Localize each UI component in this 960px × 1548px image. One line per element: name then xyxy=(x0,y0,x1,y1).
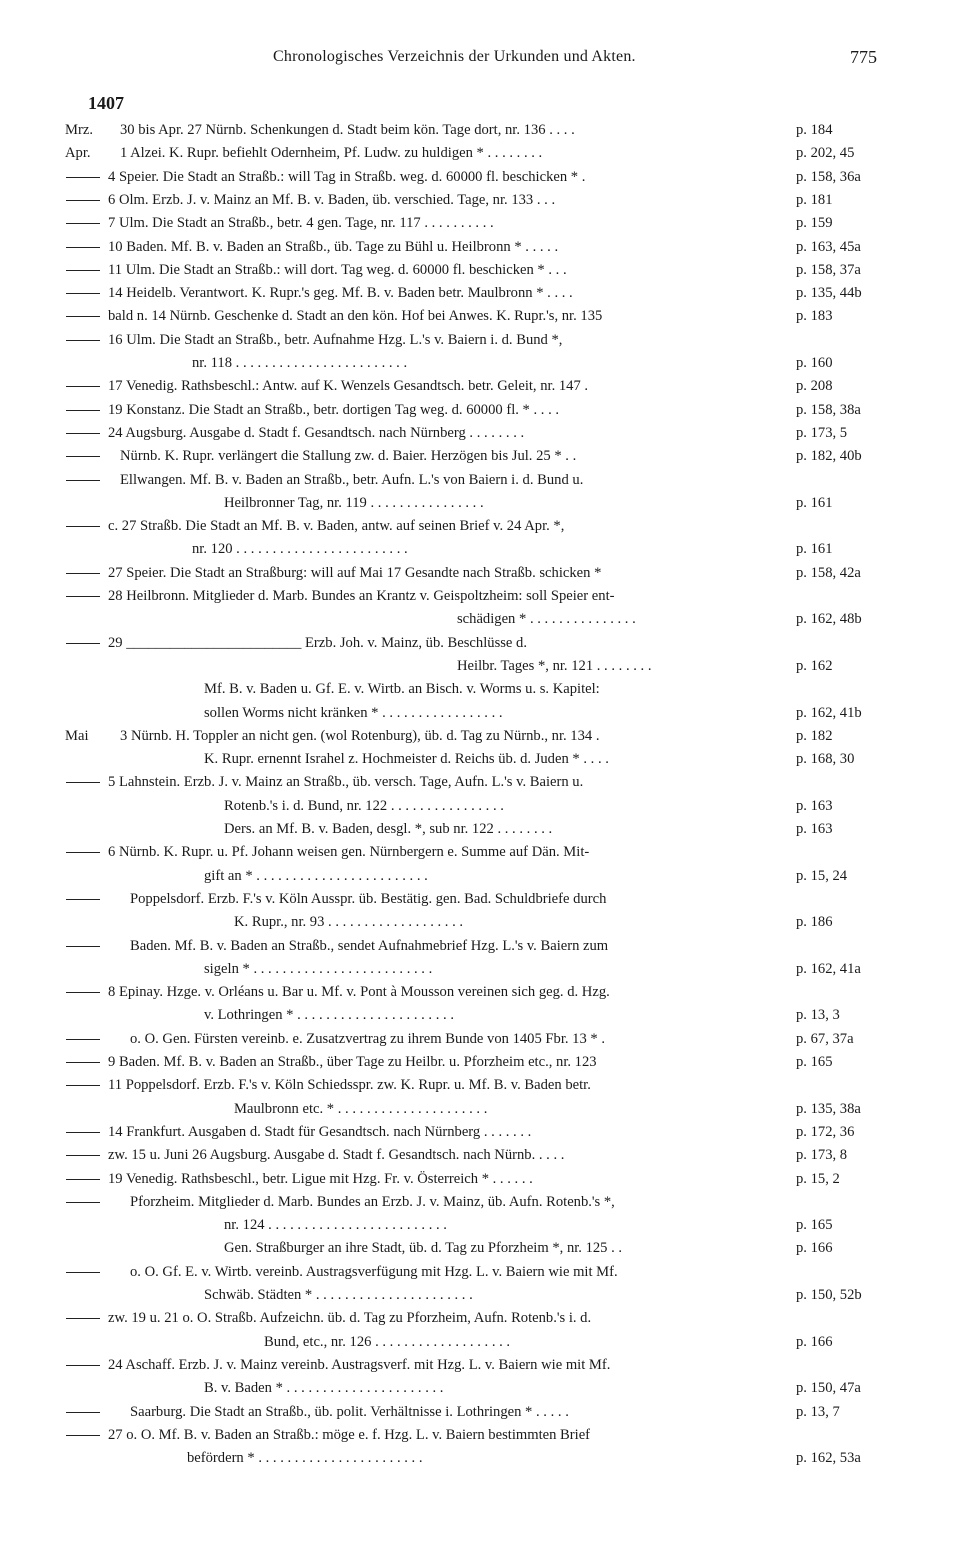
entry-text: gift an * . . . . . . . . . . . . . . . . . . . . . . . . xyxy=(204,867,428,884)
entry-line xyxy=(0,1286,960,1311)
ditto-dash xyxy=(66,386,100,387)
entry-line xyxy=(0,727,960,752)
entry-line xyxy=(0,471,960,496)
entry-text: zw. 19 u. 21 o. O. Straßb. Aufzeichn. üb. d. Tag zu Pforzheim, Aufn. Rotenb.'s i. d. xyxy=(108,1310,592,1327)
entry-text: K. Rupr., nr. 93 . . . . . . . . . . . . . . . . . . . xyxy=(234,914,464,931)
page-reference: p. 150, 47a xyxy=(796,1380,861,1397)
entry-text: 27 o. O. Mf. B. v. Baden an Straßb.: möge e. f. Hzg. L. v. Baiern bestimmten Brief xyxy=(108,1426,591,1443)
entry-text: nr. 118 . . . . . . . . . . . . . . . . . . . . . . . . xyxy=(192,355,408,371)
ditto-dash xyxy=(66,316,100,317)
entry-line xyxy=(0,401,960,426)
entry-line xyxy=(0,1403,960,1428)
entry-text: 14 Frankfurt. Ausgaben d. Stadt für Gesandtsch. nach Nürnberg . . . . . . . xyxy=(108,1123,532,1140)
ditto-dash xyxy=(66,852,100,853)
entry-line xyxy=(0,261,960,286)
ditto-dash xyxy=(66,223,100,224)
entry-line xyxy=(0,284,960,309)
entry-text: Maulbronn etc. * . . . . . . . . . . . . . . . . . . . . . xyxy=(234,1100,488,1117)
entry-line xyxy=(0,1379,960,1404)
page-reference: p. 184 xyxy=(796,122,833,138)
entry-text: Heilbronner Tag, nr. 119 . . . . . . . . . . . . . . . . xyxy=(224,494,484,511)
entry-line xyxy=(0,1006,960,1031)
entry-line xyxy=(0,1146,960,1171)
page-reference: p. 181 xyxy=(796,191,833,208)
entry-line xyxy=(0,657,960,682)
page-reference: p. 158, 38a xyxy=(796,401,861,418)
entry-line xyxy=(0,890,960,915)
page-reference: p. 13, 7 xyxy=(796,1403,840,1420)
entry-line xyxy=(0,1263,960,1288)
ditto-dash xyxy=(66,1365,100,1366)
entry-line xyxy=(0,983,960,1008)
entry-text: 24 Augsburg. Ausgabe d. Stadt f. Gesandtsch. nach Nürnberg . . . . . . . . xyxy=(108,424,525,441)
entry-line xyxy=(0,1076,960,1101)
entry-text: Ders. an Mf. B. v. Baden, desgl. *, sub nr. 122 . . . . . . . . xyxy=(224,821,553,837)
page-reference: p. 159 xyxy=(796,215,833,232)
ditto-dash xyxy=(66,1179,100,1180)
entry-text: Poppelsdorf. Erzb. F.'s v. Köln Ausspr. üb. Bestätig. gen. Bad. Schuldbriefe durch xyxy=(130,890,607,907)
entry-text: 19 Konstanz. Die Stadt an Straßb., betr. dortigen Tag weg. d. 60000 fl. * . . . . xyxy=(108,401,560,418)
page-reference: p. 208 xyxy=(796,378,833,395)
entry-line xyxy=(0,121,960,146)
entry-line xyxy=(0,564,960,589)
ditto-dash xyxy=(66,433,100,434)
entry-text: Mf. B. v. Baden u. Gf. E. v. Wirtb. an Bisch. v. Worms u. s. Kapitel: xyxy=(204,681,600,698)
entry-text: 4 Speier. Die Stadt an Straßb.: will Tag in Straßb. weg. d. 60000 fl. beschicken * . xyxy=(108,168,586,185)
page-reference: p. 15, 2 xyxy=(796,1170,840,1187)
entry-text: schädigen * . . . . . . . . . . . . . . . xyxy=(457,611,636,628)
page-reference: p. 162 xyxy=(796,657,833,674)
entry-line xyxy=(0,494,960,519)
entry-text: 27 Speier. Die Stadt an Straßburg: will auf Mai 17 Gesandte nach Straßb. schicken * xyxy=(108,564,602,581)
entry-line xyxy=(0,867,960,892)
entry-text: Saarburg. Die Stadt an Straßb., üb. polit. Verhältnisse i. Lothringen * . . . . . xyxy=(130,1403,569,1420)
entry-line xyxy=(0,1216,960,1241)
entry-line xyxy=(0,1170,960,1195)
entry-text: 1 Alzei. K. Rupr. befiehlt Odernheim, Pf. Ludw. zu huldigen * . . . . . . . . xyxy=(120,145,543,162)
page-reference: p. 160 xyxy=(796,355,833,371)
entry-text: 17 Venedig. Rathsbeschl.: Antw. auf K. Wenzels Gesandtsch. betr. Geleit, nr. 147 . xyxy=(108,378,589,395)
page-reference: p. 162, 41a xyxy=(796,960,861,977)
entry-text: Baden. Mf. B. v. Baden an Straßb., sendet Aufnahmebrief Hzg. L.'s v. Baiern zum xyxy=(130,937,609,954)
entry-text: 29 ________________________ Erzb. Joh. v. Mainz, üb. Beschlüsse d. xyxy=(108,634,527,651)
page-number: 775 xyxy=(850,47,877,67)
entry-line xyxy=(0,1123,960,1148)
entry-text: K. Rupr. ernennt Israhel z. Hochmeister d. Reichs üb. d. Juden * . . . . xyxy=(204,751,609,768)
entry-line xyxy=(0,750,960,775)
entry-line xyxy=(0,1053,960,1078)
page-reference: p. 150, 52b xyxy=(796,1287,862,1303)
entry-text: bald n. 14 Nürnb. Geschenke d. Stadt an den kön. Hof bei Anwes. K. Rupr.'s, nr. 135 xyxy=(108,308,603,325)
entry-line xyxy=(0,1030,960,1055)
entry-line xyxy=(0,773,960,798)
ditto-dash xyxy=(66,1272,100,1273)
page-reference: p. 67, 37a xyxy=(796,1030,854,1047)
entry-line xyxy=(0,1309,960,1334)
entry-text: 5 Lahnstein. Erzb. J. v. Mainz an Straßb., üb. versch. Tage, Aufn. L.'s v. Baiern u. xyxy=(108,774,584,791)
entry-text: 6 Olm. Erzb. J. v. Mainz an Mf. B. v. Baden, üb. verschied. Tage, nr. 133 . . . xyxy=(108,191,556,208)
page-reference: p. 168, 30 xyxy=(796,751,855,768)
entry-line xyxy=(0,797,960,822)
page-reference: p. 162, 53a xyxy=(796,1450,861,1467)
ditto-dash xyxy=(66,270,100,271)
month-label: Mrz. xyxy=(65,122,93,138)
entry-line xyxy=(0,820,960,845)
entry-line xyxy=(0,1449,960,1474)
entry-text: B. v. Baden * . . . . . . . . . . . . . . . . . . . . . . xyxy=(204,1380,444,1397)
month-label: Apr. xyxy=(65,145,91,162)
page-reference: p. 182 xyxy=(796,727,833,744)
ditto-dash xyxy=(66,573,100,574)
ditto-dash xyxy=(66,1155,100,1156)
entry-text: Schwäb. Städten * . . . . . . . . . . . . . . . . . . . . . . xyxy=(204,1287,473,1303)
page-reference: p. 173, 8 xyxy=(796,1147,848,1164)
entry-text: 16 Ulm. Die Stadt an Straßb., betr. Aufnahme Hzg. L.'s v. Baiern i. d. Bund *, xyxy=(108,331,563,348)
entry-line xyxy=(0,680,960,705)
entry-line xyxy=(0,377,960,402)
page-reference: p. 166 xyxy=(796,1333,833,1350)
ditto-dash xyxy=(66,1039,100,1040)
entry-text: c. 27 Straßb. Die Stadt an Mf. B. v. Baden, antw. auf seinen Brief v. 24 Apr. *, xyxy=(108,518,565,535)
entry-text: Bund, etc., nr. 126 . . . . . . . . . . . . . . . . . . . xyxy=(264,1333,511,1350)
ditto-dash xyxy=(66,177,100,178)
page-reference: p. 166 xyxy=(796,1240,833,1257)
page-reference: p. 163, 45a xyxy=(796,238,861,255)
entry-text: 9 Baden. Mf. B. v. Baden an Straßb., über Tage zu Heilbr. u. Pforzheim etc., nr. 123 xyxy=(108,1054,597,1070)
page-reference: p. 162, 41b xyxy=(796,704,862,721)
entry-text: sollen Worms nicht kränken * . . . . . . . . . . . . . . . . . xyxy=(204,704,503,721)
page-reference: p. 158, 37a xyxy=(796,261,861,278)
ditto-dash xyxy=(66,340,100,341)
page-reference: p. 135, 44b xyxy=(796,285,862,302)
ditto-dash xyxy=(66,946,100,947)
entry-text: nr. 120 . . . . . . . . . . . . . . . . . . . . . . . . xyxy=(192,541,408,558)
entry-line xyxy=(0,1426,960,1451)
ditto-dash xyxy=(66,1085,100,1086)
entry-text: 6 Nürnb. K. Rupr. u. Pf. Johann weisen gen. Nürnbergern e. Summe auf Dän. Mit- xyxy=(108,844,590,861)
entry-line xyxy=(0,960,960,985)
page-reference: p. 182, 40b xyxy=(796,448,862,465)
entry-text: 19 Venedig. Rathsbeschl., betr. Ligue mit Hzg. Fr. v. Österreich * . . . . . . xyxy=(108,1170,533,1187)
page-reference: p. 13, 3 xyxy=(796,1007,840,1024)
entry-text: Gen. Straßburger an ihre Stadt, üb. d. Tag zu Pforzheim *, nr. 125 . . xyxy=(224,1240,623,1257)
entry-text: zw. 15 u. Juni 26 Augsburg. Ausgabe d. Stadt f. Gesandtsch. nach Nürnb. . . . . xyxy=(108,1147,565,1164)
entry-line xyxy=(0,331,960,356)
entry-line xyxy=(0,1100,960,1125)
entry-text: o. O. Gf. E. v. Wirtb. vereinb. Austragsverfügung mit Hzg. L. v. Baiern wie mit Mf. xyxy=(130,1263,618,1280)
page-reference: p. 135, 38a xyxy=(796,1100,861,1117)
entry-line xyxy=(0,214,960,239)
entry-text: 28 Heilbronn. Mitglieder d. Marb. Bundes an Krantz v. Geispoltzheim: soll Speier ent- xyxy=(108,588,615,604)
ditto-dash xyxy=(66,526,100,527)
entry-text: Ellwangen. Mf. B. v. Baden an Straßb., betr. Aufn. L.'s von Baiern i. d. Bund u. xyxy=(120,471,584,488)
entry-text: 3 Nürnb. H. Toppler an nicht gen. (wol Rotenburg), üb. d. Tag zu Nürnb., nr. 134 . xyxy=(120,727,600,744)
page-reference: p. 158, 36a xyxy=(796,168,861,185)
ditto-dash xyxy=(66,410,100,411)
page-reference: p. 163 xyxy=(796,797,833,814)
ditto-dash xyxy=(66,782,100,783)
entry-line xyxy=(0,913,960,938)
ditto-dash xyxy=(66,1062,100,1063)
page-reference: p. 202, 45 xyxy=(796,145,855,162)
entry-text: Heilbr. Tages *, nr. 121 . . . . . . . . xyxy=(457,657,652,674)
page-reference: p. 173, 5 xyxy=(796,424,848,441)
page-reference: p. 183 xyxy=(796,308,833,325)
entry-text: Nürnb. K. Rupr. verlängert die Stallung zw. d. Baier. Herzögen bis Jul. 25 * . . xyxy=(120,448,577,465)
entry-line xyxy=(0,610,960,635)
entry-text: 11 Ulm. Die Stadt an Straßb.: will dort. Tag weg. d. 60000 fl. beschicken * . . . xyxy=(108,261,567,278)
page-reference: p. 172, 36 xyxy=(796,1123,855,1140)
entry-line xyxy=(0,634,960,659)
entry-line xyxy=(0,587,960,612)
entry-text: 24 Aschaff. Erzb. J. v. Mainz vereinb. Austragsverf. mit Hzg. L. v. Baiern wie mit Mf. xyxy=(108,1356,611,1373)
entry-text: 11 Poppelsdorf. Erzb. F.'s v. Köln Schiedsspr. zw. K. Rupr. u. Mf. B. v. Baden betr. xyxy=(108,1077,591,1094)
entry-line xyxy=(0,354,960,379)
ditto-dash xyxy=(66,899,100,900)
entry-line xyxy=(0,1239,960,1264)
entry-line xyxy=(0,540,960,565)
ditto-dash xyxy=(66,1318,100,1319)
page-reference: p. 165 xyxy=(796,1217,833,1234)
page-reference: p. 162, 48b xyxy=(796,611,862,628)
ditto-dash xyxy=(66,1132,100,1133)
entry-line xyxy=(0,191,960,216)
entry-line xyxy=(0,1193,960,1218)
entry-line xyxy=(0,704,960,729)
ditto-dash xyxy=(66,1435,100,1436)
running-header-title: Chronologisches Verzeichnis der Urkunden und Akten. xyxy=(273,48,636,65)
page-reference: p. 161 xyxy=(796,494,833,511)
entry-text: o. O. Gen. Fürsten vereinb. e. Zusatzvertrag zu ihrem Bunde von 1405 Fbr. 13 * . xyxy=(130,1030,606,1047)
ditto-dash xyxy=(66,992,100,993)
entry-text: 7 Ulm. Die Stadt an Straßb., betr. 4 gen. Tage, nr. 117 . . . . . . . . . . xyxy=(108,215,494,232)
entry-line xyxy=(0,424,960,449)
ditto-dash xyxy=(66,596,100,597)
entry-text: v. Lothringen * . . . . . . . . . . . . . . . . . . . . . . xyxy=(204,1007,454,1024)
page-reference: p. 15, 24 xyxy=(796,867,848,884)
ditto-dash xyxy=(66,643,100,644)
page-reference: p. 165 xyxy=(796,1054,833,1070)
entry-line xyxy=(0,517,960,542)
ditto-dash xyxy=(66,456,100,457)
entry-text: sigeln * . . . . . . . . . . . . . . . . . . . . . . . . . xyxy=(204,960,433,977)
entry-line xyxy=(0,1333,960,1358)
year-heading: 1407 xyxy=(88,93,124,113)
entry-line xyxy=(0,447,960,472)
ditto-dash xyxy=(66,1202,100,1203)
entry-line xyxy=(0,307,960,332)
entry-text: befördern * . . . . . . . . . . . . . . . . . . . . . . . xyxy=(187,1450,423,1467)
entry-text: 8 Epinay. Hzge. v. Orléans u. Bar u. Mf. v. Pont à Mousson vereinen sich geg. d. Hzg. xyxy=(108,984,610,1001)
ditto-dash xyxy=(66,1412,100,1413)
entry-line xyxy=(0,144,960,169)
month-label: Mai xyxy=(65,727,89,744)
entry-line xyxy=(0,1356,960,1381)
page-reference: p. 186 xyxy=(796,914,833,931)
entry-text: 14 Heidelb. Verantwort. K. Rupr.'s geg. Mf. B. v. Baden betr. Maulbronn * . . . . xyxy=(108,285,573,302)
ditto-dash xyxy=(66,247,100,248)
entry-line xyxy=(0,843,960,868)
page-reference: p. 163 xyxy=(796,821,833,837)
ditto-dash xyxy=(66,200,100,201)
entry-text: 10 Baden. Mf. B. v. Baden an Straßb., üb. Tage zu Bühl u. Heilbronn * . . . . . xyxy=(108,238,559,255)
ditto-dash xyxy=(66,480,100,481)
entry-line xyxy=(0,238,960,263)
entry-line xyxy=(0,168,960,193)
entry-text: 30 bis Apr. 27 Nürnb. Schenkungen d. Stadt beim kön. Tage dort, nr. 136 . . . . xyxy=(120,122,575,138)
entry-text: Pforzheim. Mitglieder d. Marb. Bundes an Erzb. J. v. Mainz, üb. Aufn. Rotenb.'s *, xyxy=(130,1193,615,1210)
entry-line xyxy=(0,937,960,962)
entry-text: Rotenb.'s i. d. Bund, nr. 122 . . . . . . . . . . . . . . . . xyxy=(224,797,504,814)
ditto-dash xyxy=(66,293,100,294)
page-reference: p. 161 xyxy=(796,541,833,558)
entry-text: nr. 124 . . . . . . . . . . . . . . . . . . . . . . . . . xyxy=(224,1217,447,1234)
page-reference: p. 158, 42a xyxy=(796,564,861,581)
